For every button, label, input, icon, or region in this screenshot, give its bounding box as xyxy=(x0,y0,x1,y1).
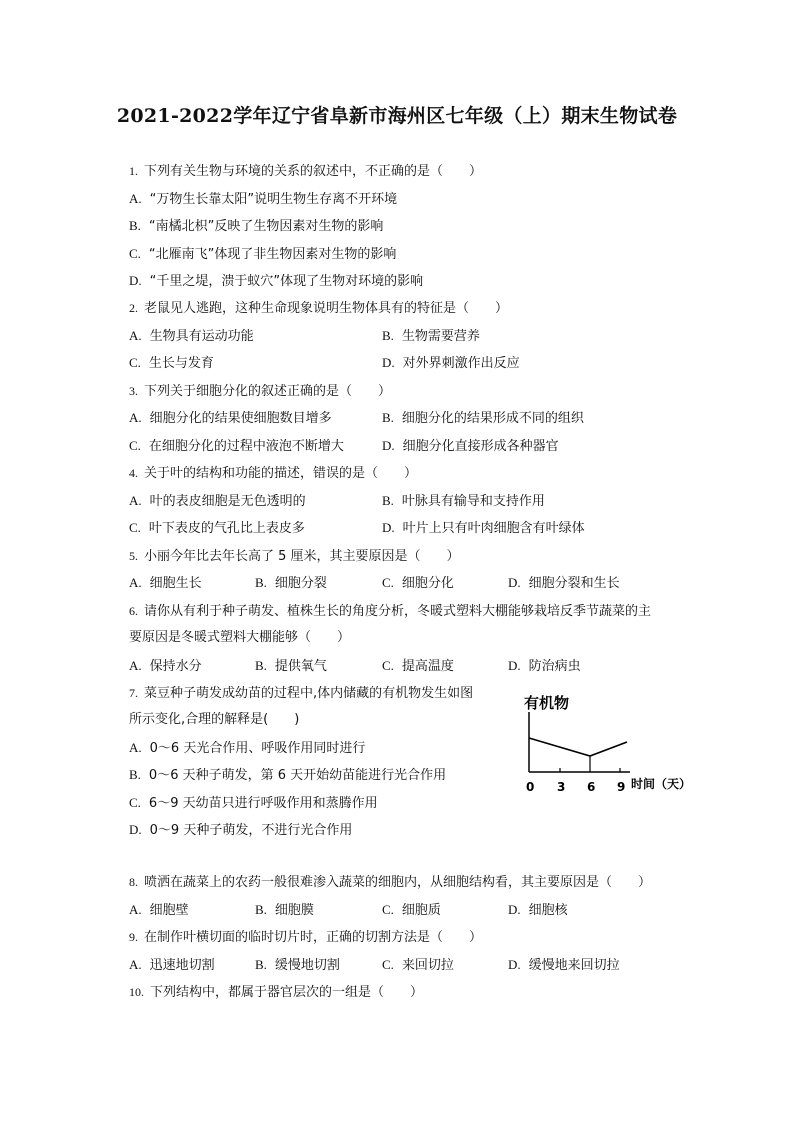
question-5-stem: 5. 小丽今年比去年长高了 5 厘米，其主要原因是（ ） xyxy=(129,549,460,564)
option-3c: C. 在细胞分化的过程中液泡不断增大 xyxy=(129,438,344,454)
option-7b: B. 0～6 天种子萌发，第 6 天开始幼苗能进行光合作用 xyxy=(129,767,447,783)
option-8c: C. 细胞质 xyxy=(382,902,441,918)
option-2a: A. 生物具有运动功能 xyxy=(129,328,254,344)
option-5d: D. 细胞分裂和生长 xyxy=(508,575,620,591)
option-4b: B. 叶脉具有输导和支持作用 xyxy=(382,493,545,509)
option-6a: A. 保持水分 xyxy=(129,658,202,674)
option-6c: C. 提高温度 xyxy=(382,658,454,674)
graph-ylabel: 有机物 xyxy=(524,694,570,712)
option-1d: D. “千里之堤，溃于蚁穴”体现了生物对环境的影响 xyxy=(129,273,424,289)
option-9a: A. 迅速地切割 xyxy=(129,957,215,973)
option-4d: D. 叶片上只有叶肉细胞含有叶绿体 xyxy=(382,520,585,536)
option-3a: A. 细胞分化的结果使细胞数目增多 xyxy=(129,410,332,426)
option-9d: D. 缓慢地来回切拉 xyxy=(508,957,620,973)
tick-label-0: 0 xyxy=(526,780,535,794)
question-4-stem: 4. 关于叶的结构和功能的描述，错误的是（ ） xyxy=(129,466,418,481)
option-7c: C. 6～9 天幼苗只进行呼吸作用和蒸腾作用 xyxy=(129,795,378,811)
option-3d: D. 细胞分化直接形成各种器官 xyxy=(382,438,559,454)
option-2c: C. 生长与发育 xyxy=(129,355,214,371)
organic-matter-curve xyxy=(529,738,627,756)
question-1-stem xyxy=(129,162,482,181)
option-5b: B. 细胞分裂 xyxy=(255,575,327,591)
organic-matter-graph xyxy=(520,690,700,796)
tick-label-6: 6 xyxy=(587,780,596,794)
tick-label-3: 3 xyxy=(557,780,566,794)
option-8d: D. 细胞核 xyxy=(508,902,568,918)
question-text: 下列有关生物与环境的关系的叙述中，不正确的是（ ） xyxy=(144,164,483,179)
question-8-stem: 8. 喷洒在蔬菜上的农药一般很难渗入蔬菜的细胞内，从细胞结构看，其主要原因是（ ） xyxy=(129,875,652,890)
question-2-stem: 2. 老鼠见人逃跑，这种生命现象说明生物体具有的特征是（ ） xyxy=(129,301,509,316)
graph-xlabel: 时间（天） xyxy=(631,777,692,791)
option-5c: C. 细胞分化 xyxy=(382,575,454,591)
option-4c: C. 叶下表皮的气孔比上表皮多 xyxy=(129,520,305,536)
option-1c: C. “北雁南飞”体现了非生物因素对生物的影响 xyxy=(129,246,397,262)
option-1a: A. “万物生长靠太阳”说明生物生存离不开环境 xyxy=(129,191,398,207)
tick-label-9: 9 xyxy=(617,780,626,794)
option-7a: A. 0～6 天光合作用、呼吸作用同时进行 xyxy=(129,740,366,756)
option-2d: D. 对外界刺激作出反应 xyxy=(382,355,520,371)
option-9c: C. 来回切拉 xyxy=(382,957,454,973)
option-3b: B. 细胞分化的结果形成不同的组织 xyxy=(382,410,584,426)
option-8a: A. 细胞壁 xyxy=(129,902,189,918)
question-10-stem: 10. 下列结构中，都属于器官层次的一组是（ ） xyxy=(129,985,424,1000)
option-5a: A. 细胞生长 xyxy=(129,575,202,591)
option-6d: D. 防治病虫 xyxy=(508,658,581,674)
option-4a: A. 叶的表皮细胞是无色透明的 xyxy=(129,493,306,509)
question-9-stem: 9. 在制作叶横切面的临时切片时，正确的切割方法是（ ） xyxy=(129,930,483,945)
option-7d: D. 0～9 天种子萌发，不进行光合作用 xyxy=(129,822,353,838)
option-1b: B. “南橘北枳”反映了生物因素对生物的影响 xyxy=(129,218,384,234)
option-8b: B. 细胞膜 xyxy=(255,902,314,918)
question-7-stem: 7. 菜豆种子萌发成幼苗的过程中,体内储藏的有机物发生如图 xyxy=(129,686,474,701)
question-6-stem-cont: 要原因是冬暖式塑料大棚能够（ ） xyxy=(129,630,351,645)
question-6-stem: 6. 请你从有利于种子萌发、植株生长的角度分析，冬暖式塑料大棚能够栽培反季节蔬菜的主 xyxy=(129,604,652,619)
option-2b: B. 生物需要营养 xyxy=(382,328,480,344)
option-6b: B. 提供氧气 xyxy=(255,658,327,674)
option-9b: B. 缓慢地切割 xyxy=(255,957,340,973)
question-3-stem: 3. 下列关于细胞分化的叙述正确的是（ ） xyxy=(129,384,392,399)
exam-title: 2021-2022学年辽宁省阜新市海州区七年级（上）期末生物试卷 xyxy=(116,105,678,127)
question-7-stem-cont: 所示变化,合理的解释是( ) xyxy=(129,712,300,727)
question-number: 1. xyxy=(129,164,138,178)
